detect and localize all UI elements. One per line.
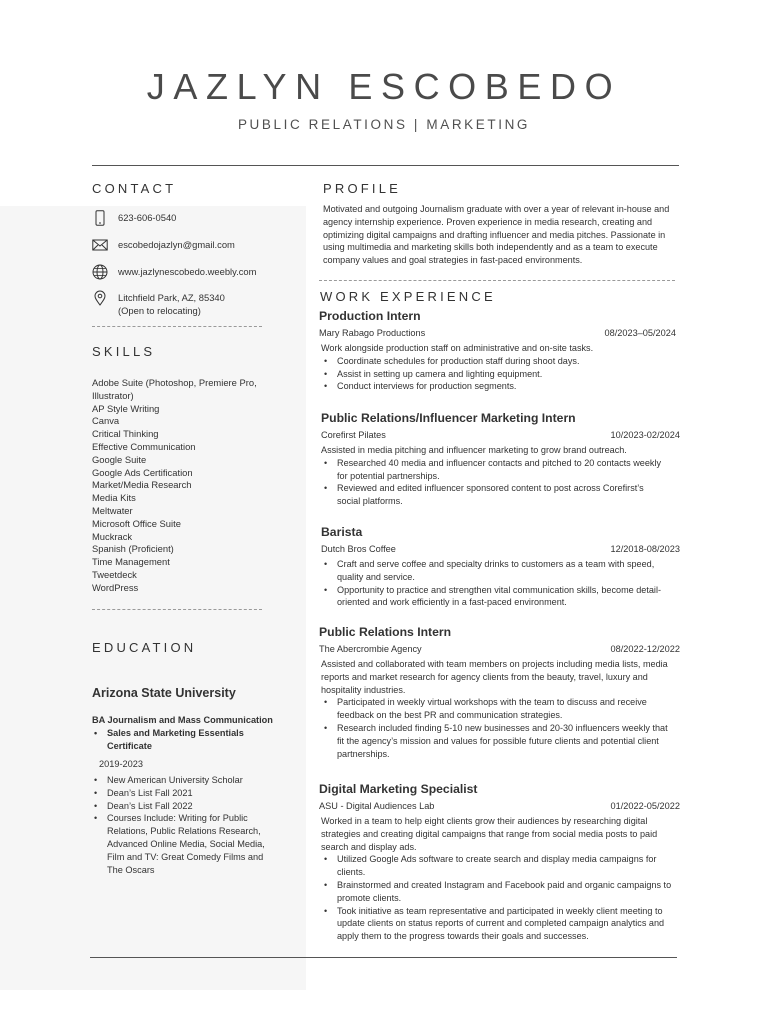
job-bullet: • Conduct interviews for production segments. (322, 380, 676, 393)
job-description: Assisted in media pitching and influencer marketing to grow brand outreach. (321, 445, 627, 455)
skill-item: AP Style Writing (92, 402, 160, 414)
email-icon (92, 237, 108, 253)
job-bullet: • Participated in weekly virtual workshops with the team to discuss and receive feedback on the best PR and communication strategies. (322, 696, 675, 722)
job-bullet: • Researched 40 media and influencer contacts and pitched to 20 contacts weekly for potential partnerships. (322, 457, 664, 483)
skill-item: Spanish (Proficient) (92, 543, 174, 555)
job-bullet: • Reviewed and edited influencer sponsored content to post across Corefirst’s social platforms. (322, 482, 664, 508)
job-title: Public Relations/Influencer Marketing Intern (321, 411, 576, 425)
skill-item: Muckrack (92, 530, 133, 542)
profile-heading: PROFILE (323, 181, 402, 196)
job-description: Work alongside production staff on administrative and on-site tasks. (321, 343, 594, 353)
skill-item: Canva (92, 415, 120, 427)
job-meta (319, 430, 680, 444)
location-line-1: Litchfield Park, AZ, 85340 (118, 292, 225, 303)
education-school: Arizona State University (92, 686, 236, 700)
job-bullet: • Opportunity to practice and strengthen vital communication skills, become detail-oriented and work efficiently in a fast-paced environment. (322, 584, 674, 610)
job-bullets (319, 558, 674, 609)
skill-item: Microsoft Office Suite (92, 517, 181, 529)
job-title: Barista (321, 525, 363, 539)
job-entry (319, 525, 680, 609)
skill-item: Google Ads Certification (92, 466, 193, 478)
job-bullet: • Took initiative as team representative and participated in weekly client meeting to update clients on status reports of current and completed campaign analytics and apply them to the progress towards their goals and successes. (322, 905, 675, 943)
email-text: escobedojazlyn@gmail.com (118, 239, 235, 250)
contact-phone (92, 210, 176, 226)
location-pin-icon (92, 290, 108, 306)
job-bullet: • Research included finding 5-10 new businesses and 20-30 influencers weekly that fit the agency’s mission and values for possible future clients and potential client partnerships. (322, 722, 675, 760)
skills-heading: SKILLS (92, 344, 156, 359)
job-meta (319, 544, 680, 558)
job-company: The Abercrombie Agency (319, 644, 422, 654)
skill-item: Effective Communication (92, 440, 196, 452)
job-entry (319, 309, 676, 393)
skill-item: WordPress (92, 581, 139, 593)
skill-item: Tweetdeck (92, 568, 137, 580)
job-meta (319, 328, 676, 342)
contact-location (92, 290, 225, 317)
education-heading: EDUCATION (92, 640, 197, 655)
skill-item: Critical Thinking (92, 428, 159, 440)
contact-heading: CONTACT (92, 181, 177, 196)
education-years: 2019-2023 (99, 759, 143, 769)
skill-item: Time Management (92, 556, 170, 568)
skill-item: Meltwater (92, 504, 133, 516)
education-honor-item: • Courses Include: Writing for Public Relations, Public Relations Research, Advanced Online Media, Social Media, Film and TV: Great Comedy Films and The Oscars (92, 812, 272, 876)
job-entry (319, 625, 680, 760)
header-divider (92, 165, 679, 166)
education-honor-item: • New American University Scholar (92, 774, 272, 787)
job-entry (319, 411, 680, 508)
location-text (118, 290, 225, 317)
job-meta (319, 801, 680, 815)
job-entry (319, 782, 680, 943)
job-dates: 08/2023–05/2024 (604, 328, 676, 338)
job-bullet: • Coordinate schedules for production staff during shoot days. (322, 355, 676, 368)
job-company: ASU - Digital Audiences Lab (319, 801, 435, 811)
job-bullets (319, 355, 676, 393)
contact-email (92, 237, 235, 253)
job-company: Dutch Bros Coffee (321, 544, 396, 554)
phone-text: 623-606-0540 (118, 212, 177, 223)
job-company: Mary Rabago Productions (319, 328, 426, 338)
job-dates: 01/2022-05/2022 (610, 801, 680, 811)
contact-divider (92, 326, 262, 327)
job-bullets (319, 853, 675, 943)
resume-name: JAZLYN ESCOBEDO (146, 66, 622, 107)
globe-icon (92, 264, 108, 280)
education-honors-list (92, 774, 272, 876)
phone-icon (92, 210, 108, 226)
education-certificate-list (92, 727, 272, 753)
job-company: Corefirst Pilates (321, 430, 386, 440)
skills-divider (92, 609, 262, 610)
job-bullet: • Craft and serve coffee and specialty drinks to customers as a team with speed, quality and service. (322, 558, 674, 584)
job-bullets (319, 457, 664, 508)
job-title: Production Intern (319, 309, 421, 323)
education-certificate: • Sales and Marketing Essentials Certificate (92, 727, 272, 753)
job-title: Digital Marketing Specialist (319, 782, 478, 796)
education-degree: BA Journalism and Mass Communication (92, 715, 273, 725)
contact-website (92, 264, 256, 280)
skill-item: Media Kits (92, 492, 136, 504)
job-dates: 12/2018-08/2023 (610, 544, 680, 554)
job-bullet: • Brainstormed and created Instagram and Facebook paid and organic campaigns to promote clients. (322, 879, 675, 905)
job-bullets (319, 696, 675, 760)
job-description: Worked in a team to help eight clients grow their audiences by researching digital strategies and creating digital campaigns that range from social media posts to paid search and display ads. (321, 816, 658, 852)
location-line-2: (Open to relocating) (118, 305, 201, 316)
profile-divider (319, 280, 675, 281)
skill-item: Market/Media Research (92, 479, 192, 491)
website-text: www.jazlynescobedo.weebly.com (118, 266, 257, 277)
job-meta (319, 644, 680, 658)
skills-list (92, 377, 272, 595)
job-description: Assisted and collaborated with team members on projects including media lists, media reports and market research for agency clients from the beauty, travel, luxury and hospitality industries. (321, 659, 668, 695)
job-title: Public Relations Intern (319, 625, 452, 639)
job-dates: 10/2023-02/2024 (610, 430, 680, 440)
education-honor-item: • Dean’s List Fall 2022 (92, 800, 272, 813)
skill-item: Google Suite (92, 453, 147, 465)
education-honor-item: • Dean’s List Fall 2021 (92, 787, 272, 800)
skill-item: Adobe Suite (Photoshop, Premiere Pro, Illustrator) (92, 377, 257, 401)
job-dates: 08/2022-12/2022 (610, 644, 680, 654)
job-bullet: • Assist in setting up camera and lighting equipment. (322, 368, 676, 381)
job-bullet: • Utilized Google Ads software to create search and display media campaigns for clients. (322, 853, 675, 879)
footer-divider (90, 957, 677, 958)
resume-subtitle: PUBLIC RELATIONS | MARKETING (237, 117, 531, 132)
work-experience-heading: WORK EXPERIENCE (320, 289, 496, 304)
profile-text: Motivated and outgoing Journalism graduate with over a year of relevant in-house and agency internship experience. Proven experience in media research, creating and optimizing digital campaigns and drafting influencer and media pitches. Passionate in using multimedia and marketing skills both independently and as a team to execute company values and goal strategies in fast-paced environments. (323, 204, 670, 266)
